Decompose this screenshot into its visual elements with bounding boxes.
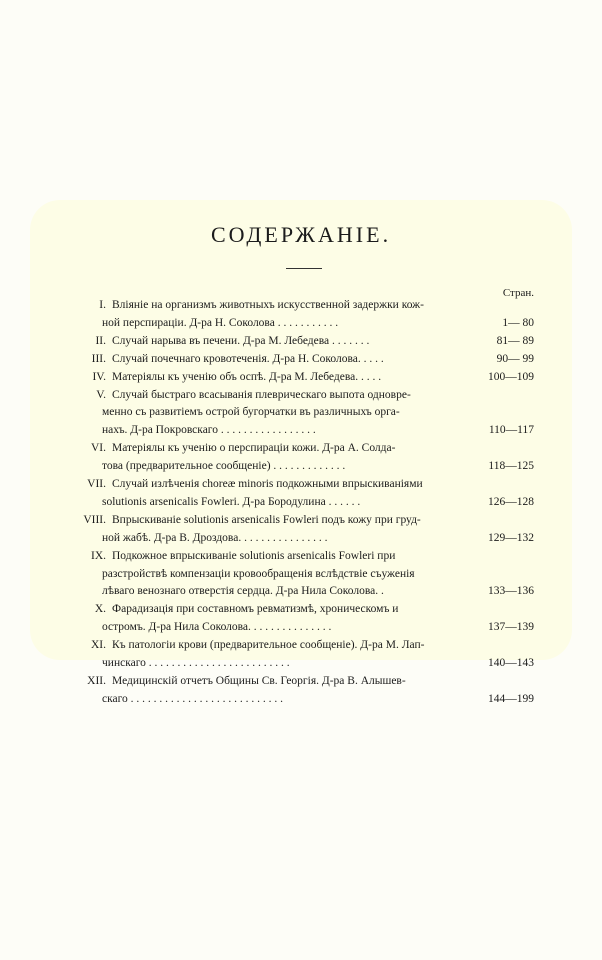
entry-text-line: чинскаго . . . . . . . . . . . . . . . . . . . . . . . . . [102,657,290,669]
entry-pages: 140—143 [488,657,534,669]
title-rule [286,268,322,269]
entry-text-line: solutionis arsenicalis Fowleri. Д-ра Бородулина . . . . . . [102,495,361,508]
entry-text-line: Случай быстраго всасыванія плеврическаго выпота одновре- [112,388,411,401]
entry-text-line: Случай почечнаго кровотеченія. Д-ра Н. Соколова. . . . . [112,352,384,365]
entry-text-line: Фарадизація при составномъ ревматизмѣ, хроническомъ и [112,603,399,616]
entry-pages: 137—139 [488,621,534,634]
entry-text-line: разстройствѣ компензаціи кровообращенія вслѣдствіе съуженія [102,567,415,580]
entry-text-line: ной жабѣ. Д-ра В. Дроздова. . . . . . . . . . . . . . . . [102,531,328,544]
entry-pages: 129—132 [488,531,534,544]
entry-pages: 144—199 [488,692,534,705]
entry-number: XII. [87,674,106,687]
page-title: СОДЕРЖАНІЕ. [210,222,392,247]
entry-pages: 1— 80 [502,316,534,329]
entry-number: I. [99,299,106,311]
entry-text-line: Матеріялы къ ученію о перспираціи кожи. Д-ра А. Солда- [112,442,396,455]
entry-pages: 126—128 [488,495,534,508]
entry-pages: 81— 89 [496,334,534,347]
entry-text-line: Случай нарыва въ печени. Д-ра М. Лебедева . . . . . . . [112,334,370,347]
entry-text-line: нахъ. Д-ра Покровскаго . . . . . . . . . . . . . . . . . [102,424,316,437]
entry-pages: 110—117 [488,424,534,437]
entry-text-line: Матеріялы къ ученію объ оспѣ. Д-ра М. Лебедева. . . . . [112,370,382,383]
entry-pages: 133—136 [488,585,534,598]
entry-pages: 100—109 [488,370,534,383]
entry-number: VI. [90,442,106,455]
entry-text-line: остромъ. Д-ра Нила Соколова. . . . . . . . . . . . . . . [102,621,332,634]
entry-number: VIII. [83,513,106,526]
entry-pages: 118—125 [488,460,534,473]
entry-text-line: Къ патологіи крови (предварительное сообщеніе). Д-ра М. Лап- [112,639,425,652]
entry-text-line: Медицинскій отчетъ Общины Св. Георгія. Д-ра В. Алышев- [112,674,406,687]
entry-pages: 90— 99 [496,352,534,365]
entry-text-line: менно съ развитіемъ острой бугорчатки въ различныхъ орга- [102,406,400,419]
entry-text-line: това (предварительное сообщеніе) . . . . . . . . . . . . . [102,460,346,473]
pages-column-header: Стран. [502,287,534,299]
entry-number: III. [91,352,106,365]
entry-number: VII. [87,478,106,490]
entry-number: XI. [90,639,106,652]
entry-number: IV. [92,370,106,383]
entry-text-line: Случай излѣченія choreæ minoris подкожными впрыскиваніями [112,478,423,490]
entry-text-line: Подкожное впрыскиваніе solutionis arsenicalis Fowleri при [112,549,396,562]
entry-text-line: лѣваго венознаго отверстія сердца. Д-ра Нила Соколова. . [102,585,384,598]
entry-text-line: ной перспираціи. Д-ра Н. Соколова . . . . . . . . . . . [102,316,339,329]
entry-text-line: Вліяніе на организмъ животныхъ искусственной задержки кож- [112,299,424,311]
entry-text-line: скаго . . . . . . . . . . . . . . . . . . . . . . . . . . . [102,692,284,705]
entry-text-line: Впрыскиваніе solutionis arsenicalis Fowleri подъ кожу при груд- [112,513,421,526]
entry-number: X. [94,603,106,616]
entry-number: IX. [90,549,106,562]
entry-number: V. [96,388,106,401]
entry-number: II. [95,334,106,347]
